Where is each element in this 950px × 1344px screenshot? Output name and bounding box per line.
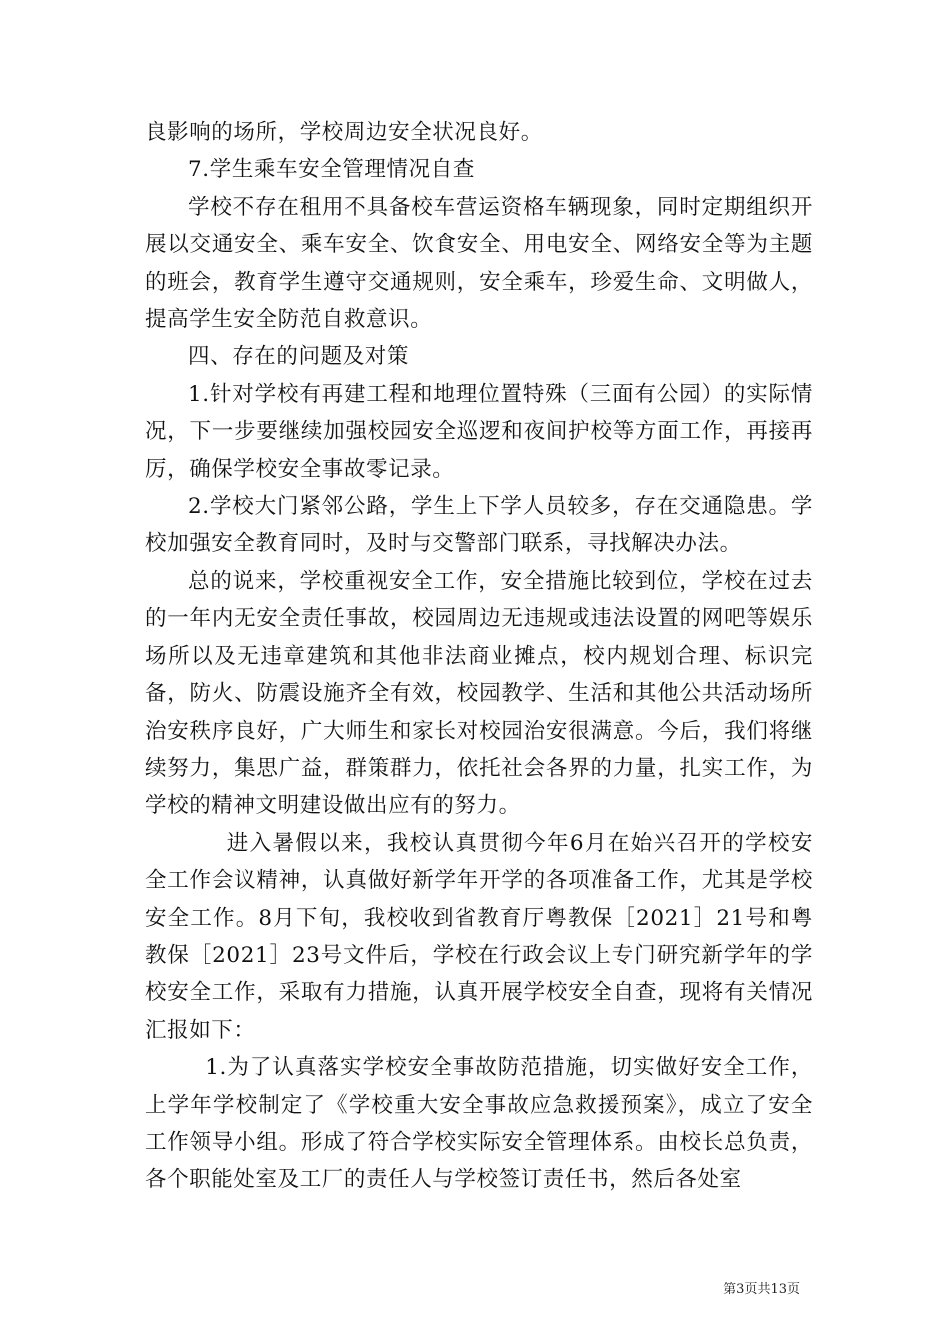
section-heading-bus-safety: 7.学生乘车安全管理情况自查: [188, 157, 475, 183]
paragraph-problem-1: 1.针对学校有再建工程和地理位置特殊（三面有公园）的实际情况，下一步要继续加强校园安全巡逻和夜间护校等方面工作，再接再厉，确保学校安全事故零记录。: [145, 381, 813, 482]
document-body: [145, 114, 813, 1199]
paragraph-continuation: 良影响的场所，学校周边安全状况良好。: [145, 120, 543, 145]
paragraph-problem-2: 2.学校大门紧邻公路，学生上下学人员较多，存在交通隐患。学校加强安全教育同时，及时与交警部门联系，寻找解决办法。: [145, 494, 813, 557]
page-number: 第3页共13页: [723, 1282, 800, 1297]
paragraph-summary: 总的说来，学校重视安全工作，安全措施比较到位，学校在过去的一年内无安全责任事故，校园周边无违规或违法设置的网吧等娱乐场所以及无违章建筑和其他非法商业摊点，校内规划合理、标识完备，防火、防震设施齐全有效，校园教学、生活和其他公共活动场所治安秩序良好，广大师生和家长对校园治安很满意。今后，我们将继续努力，集思广益，群策群力，依托社会各界的力量，扎实工作，为学校的精神文明建设做出应有的努力。: [145, 568, 813, 819]
section-heading-problems: 四、存在的问题及对策: [188, 344, 410, 370]
paragraph-measure-1: 1.为了认真落实学校安全事故防范措施，切实做好安全工作，上学年学校制定了《学校重大安全事故应急救援预案》，成立了安全工作领导小组。形成了符合学校实际安全管理体系。由校长总负责，各个职能处室及工厂的责任人与学校签订责任书，然后各处室: [145, 1055, 813, 1193]
paragraph-bus-safety: 学校不存在租用不具备校车营运资格车辆现象，同时定期组织开展以交通安全、乘车安全、饮食安全、用电安全、网络安全等为主题的班会，教育学生遵守交通规则，安全乘车，珍爱生命、文明做人，提高学生安全防范自救意识。: [145, 194, 813, 333]
paragraph-summer-intro: 进入暑假以来，我校认真贯彻今年6月在始兴召开的学校安全工作会议精神，认真做好新学年开学的各项准备工作，尤其是学校安全工作。8月下旬，我校收到省教育厅粤教保［2021］21号和粤教保［2021］23号文件后，学校在行政会议上专门研究新学年的学校安全工作，采取有力措施，认真开展学校安全自查，现将有关情况汇报如下：: [145, 830, 813, 1043]
